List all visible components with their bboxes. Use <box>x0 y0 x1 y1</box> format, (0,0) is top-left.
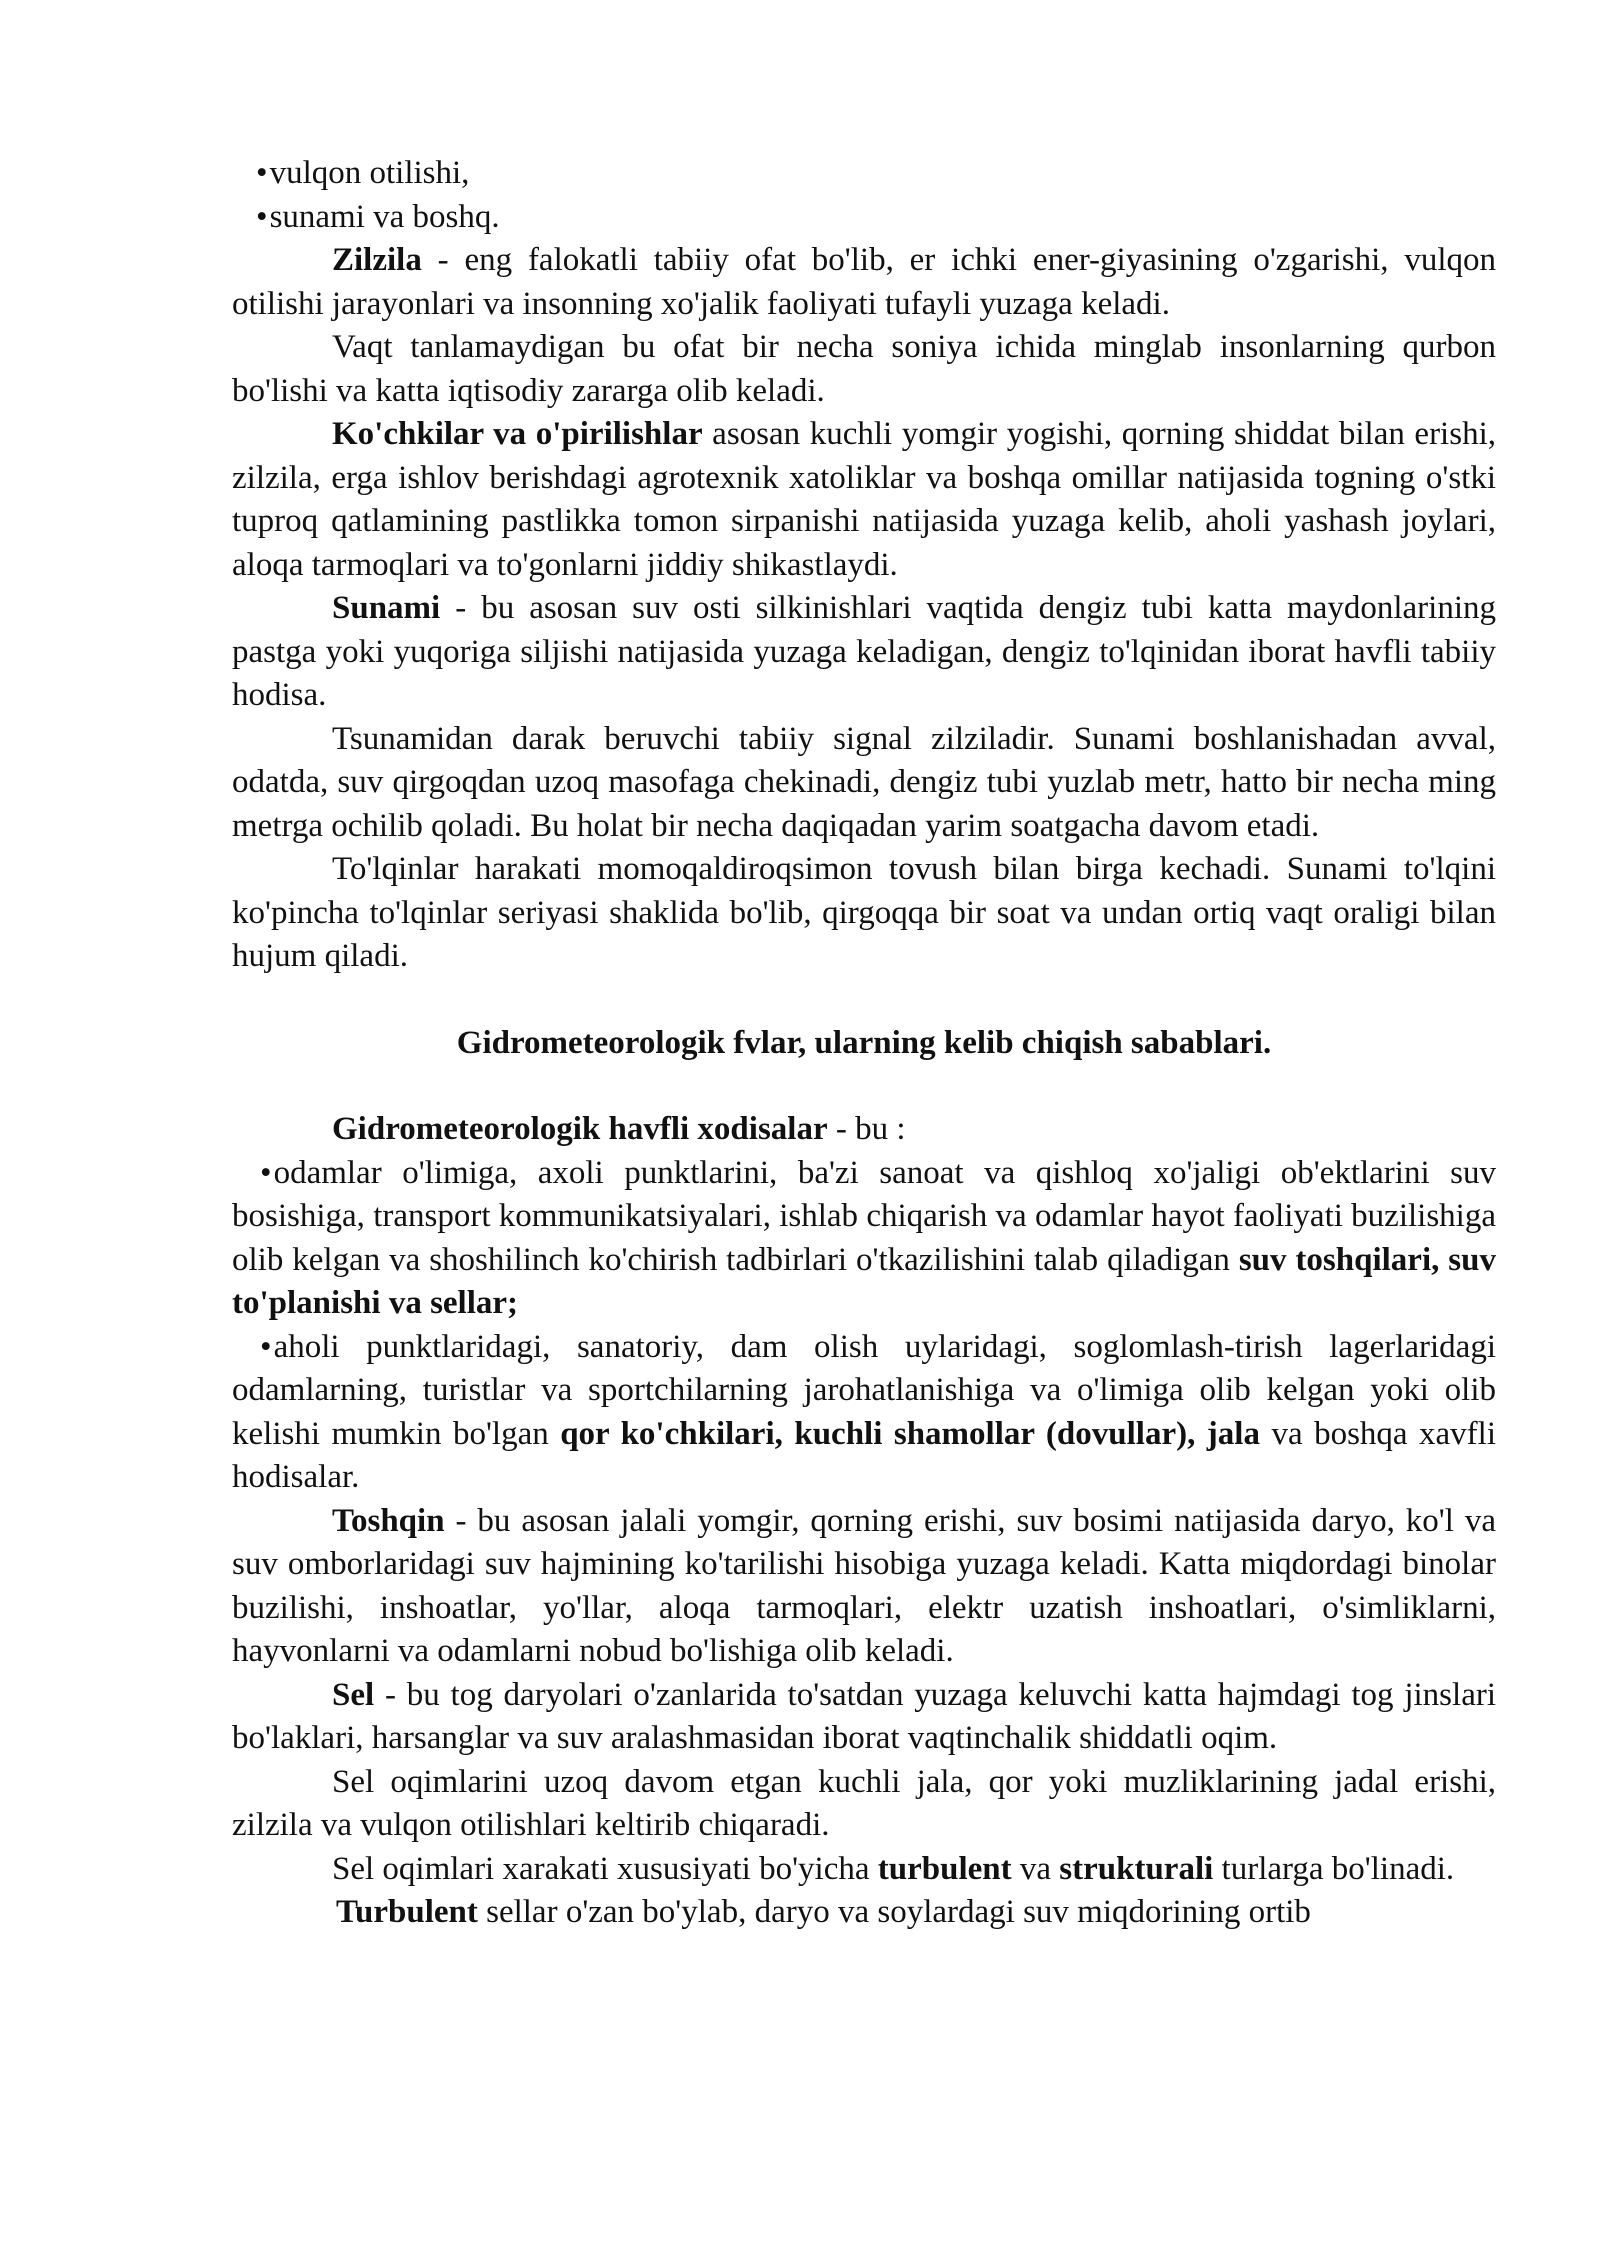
paragraph-sel-oqimlari: Sel oqimlarini uzoq davom etgan kuchli jala, qor yoki muzliklarining jadal erishi, zilzila va vulqon otilishlari keltirib chiqaradi. <box>232 1763 1496 1843</box>
paragraph-sunami: Sunami - bu asosan suv osti silkinishlari vaqtida dengiz tubi katta maydonlarining pastga yoki yuqoriga siljishi natijasida yuzaga keladigan, dengiz to'lqinidan iborat havfli tabiiy hodisa. <box>232 590 1496 713</box>
term-sunami: Sunami <box>332 590 441 626</box>
paragraph-kochkilar: Ko'chkilar va o'pirilishlar asosan kuchli yomgir yogishi, qorning shiddat bilan erishi, zilzila, erga ishlov berishdagi agrotexnik xatoliklar va boshqa omillar natijasida togning o'stki tuproq qatlamining pastlikka tomon sirpanishi natijasida yuzaga kelib, aholi yashash joylari, aloqa tarmoqlari va to'gonlarni jiddiy shikastlaydi. <box>232 416 1496 583</box>
paragraph-tolqinlar: To'lqinlar harakati momoqaldiroqsimon tovush bilan birga kechadi. Sunami to'lqini ko'pincha to'lqinlar seriyasi shaklida bo'lib, qirgoqqa bir soat va undan ortiq vaqt oraligi bilan hujum qiladi. <box>232 851 1496 974</box>
term-gidro: Gidrometeorologik havfli xodisalar <box>332 1111 828 1147</box>
paragraph-sel: Sel - bu tog daryolari o'zanlarida to'satdan yuzaga keluvchi katta hajmdagi tog jinslari bo'laklari, harsanglar va suv aralashmasidan iborat vaqtinchalik shiddatli oqim. <box>232 1676 1496 1756</box>
paragraph-vaqt: Vaqt tanlamaydigan bu ofat bir necha soniya ichida minglab insonlarning qurbon bo'lishi va katta iqtisodiy zararga olib keladi. <box>232 329 1496 409</box>
term-toshqin: Toshqin <box>332 1502 445 1539</box>
paragraph-zilzila: Zilzila - eng falokatli tabiiy ofat bo'lib, er ichki ener-giyasining o'zgarishi, vulqon otilishi jarayonlari va insonning xo'jalik faoliyati tufayli yuzaga keladi. <box>232 242 1496 322</box>
term-zilzila: Zilzila <box>332 242 422 278</box>
paragraph-tsunami-signal: Tsunamidan darak beruvchi tabiiy signal zilziladir. Sunami boshlanishadan avval, odatda, suv qirgoqdan uzoq masofaga chekinadi, dengiz tubi yuzlab metr, hatto bir necha ming metrga ochilib qoladi. Bu holat bir necha daqiqadan yarim soatgacha davom etadi. <box>232 720 1496 844</box>
section-heading: Gidrometeorologik fvlar, ularning kelib chiqish sabablari. <box>456 1024 1272 1061</box>
term-sel: Sel <box>332 1676 375 1713</box>
term-turbulent: Turbulent <box>336 1894 478 1930</box>
paragraph-gidro-intro: Gidrometeorologik havfli xodisalar - bu : <box>332 1111 906 1147</box>
bullet-item: • sunami va boshq. <box>232 196 1496 240</box>
paragraph-toshqin: Toshqin - bu asosan jalali yomgir, qorning erishi, suv bosimi natijasida daryo, ko'l va suv omborlaridagi suv hajmining ko'tarilishi hisobiga yuzaga keladi. Katta miqdordagi binolar buzilishi, inshoatlar, yo'llar, aloqa tarmoqlari, elektr uzatish inshoatlari, o'simliklarni, hayvonlarni va odamlarni nobud bo'lishiga olib keladi. <box>232 1502 1496 1669</box>
bullet-paragraph-1: •odamlar o'limiga, axoli punktlarini, ba'zi sanoat va qishloq xo'jaligi ob'ektlarini suv bosishiga, transport kommunikatsiyalari, ishlab chiqarish va odamlar hayot faoliyati buzilishiga olib kelgan va shoshilinch ko'chirish tadbirlari o'tkazilishini talab qiladigan suv toshqilari, suv to'planishi va sellar; <box>232 1154 1496 1321</box>
paragraph-sel-turlari: Sel oqimlari xarakati xususiyati bo'yicha turbulent va strukturali turlarga bo'linadi. <box>332 1850 1455 1887</box>
bullet-item: • vulqon otilishi, <box>232 152 1496 196</box>
term-kochkilar: Ko'chkilar va o'pirilishlar <box>332 416 703 452</box>
bullet-paragraph-2: •aholi punktlaridagi, sanatoriy, dam olish uylaridagi, soglomlash-tirish lagerlaridagi odamlarning, turistlar va sportchilarning jarohatlanishiga va o'limiga olib kelgan yoki olib kelishi mumkin bo'lgan qor ko'chkilari, kuchli shamollar (dovullar), jala va boshqa xavfli hodisalar. <box>232 1328 1497 1495</box>
paragraph-turbulent: Turbulent sellar o'zan bo'ylab, daryo va soylardagi suv miqdorining ortib <box>336 1894 1311 1930</box>
